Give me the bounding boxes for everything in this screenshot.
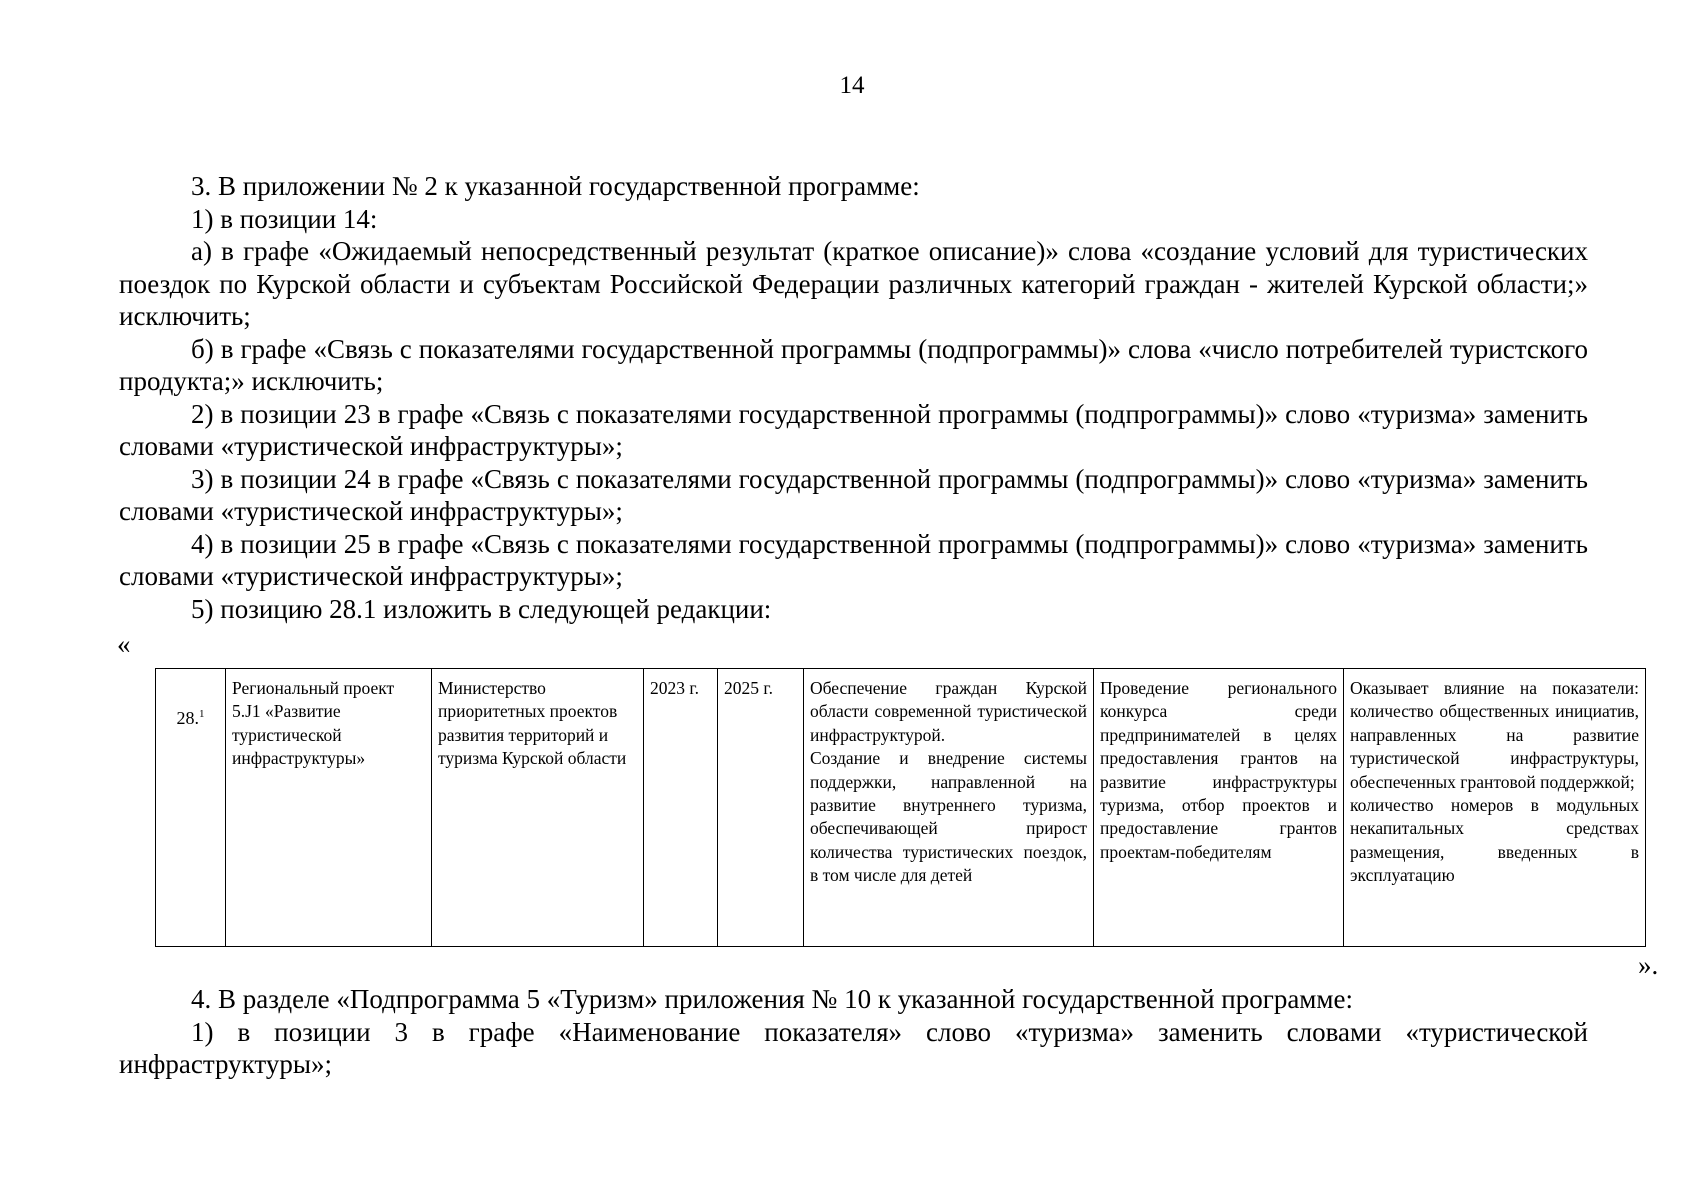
project-name-cell [226,669,432,947]
closing-quote: ». [1638,950,1659,980]
indicator-2: количество номеров в модульных некапитальных средствах размещения, введенных в эксплуатацию [1350,795,1639,886]
activities-text: Проведение регионального конкурса среди предпринимателей в целях предоставления грантов на развитие инфраструктуры туризма, отбор проектов и предоставление грантов проектам-победителям [1100,678,1337,862]
section-4-item-1: 1) в позиции 3 в графе «Наименование показателя» слово «туризма» заменить словами «туристической инфраструктуры»; [119,1016,1588,1079]
expected-result-cell [804,669,1094,947]
section-3-heading: 3. В приложении № 2 к указанной государственной программе: [191,171,920,201]
section-3-item-1: 1) в позиции 14: [191,203,378,234]
amendment-table [155,668,1646,947]
page-number: 14 [839,72,865,99]
table-row [156,669,1646,947]
indicator-1: количество общественных инициатив, направленных на развитие туристической инфраструктуры, обеспеченных грантовой поддержкой; [1350,701,1639,792]
section-3-item-1b: б) в графе «Связь с показателями государственной программы (подпрограммы)» слова «число потребителей туристского продукта;» исключить; [119,333,1588,396]
executor-cell [432,669,644,947]
start-year-cell [644,669,718,947]
expected-result-line-2: Создание и внедрение системы поддержки, направленной на развитие внутреннего туризма, обеспечивающей прирост количества туристических поездок, в том числе для детей [810,748,1087,886]
section-3-block [119,170,1588,625]
section-4-block [119,983,1588,1081]
section-3-item-1a: а) в графе «Ожидаемый непосредственный результат (краткое описание)» слова «создание условий для туристических поездок по Курской области и субъектам Российской Федерации различных категорий граждан - жителей Курской области;» исключить; [119,236,1588,331]
section-3-item-4: 4) в позиции 25 в графе «Связь с показателями государственной программы (подпрограммы)» слово «туризма» заменить словами «туристической инфраструктуры»; [119,528,1588,591]
expected-result-line-1: Обеспечение граждан Курской области современной туристической инфраструктурой. [810,678,1087,745]
project-name: Региональный проект 5.J1 «Развитие туристической инфраструктуры» [232,678,395,769]
indicators-cell [1344,669,1646,947]
opening-quote: « [117,629,131,659]
position-number-superscript: 1 [199,708,205,720]
section-4-heading: 4. В разделе «Подпрограмма 5 «Туризм» приложения № 10 к указанной государственной программе: [191,984,1353,1014]
executor-name: Министерство приоритетных проектов развития территорий и туризма Курской области [438,678,627,769]
position-number: 28. [176,708,199,728]
start-year: 2023 г. [650,678,699,698]
indicators-intro: Оказывает влияние на показатели: [1350,678,1639,698]
section-3-item-3: 3) в позиции 24 в графе «Связь с показателями государственной программы (подпрограммы)» слово «туризма» заменить словами «туристической инфраструктуры»; [119,463,1588,526]
position-number-cell [156,669,226,947]
end-year-cell [718,669,804,947]
section-3-item-2: 2) в позиции 23 в графе «Связь с показателями государственной программы (подпрограммы)» слово «туризма» заменить словами «туристической инфраструктуры»; [119,398,1588,461]
end-year: 2025 г. [724,678,773,698]
section-3-item-5: 5) позицию 28.1 изложить в следующей редакции: [191,593,772,624]
activities-cell [1094,669,1344,947]
